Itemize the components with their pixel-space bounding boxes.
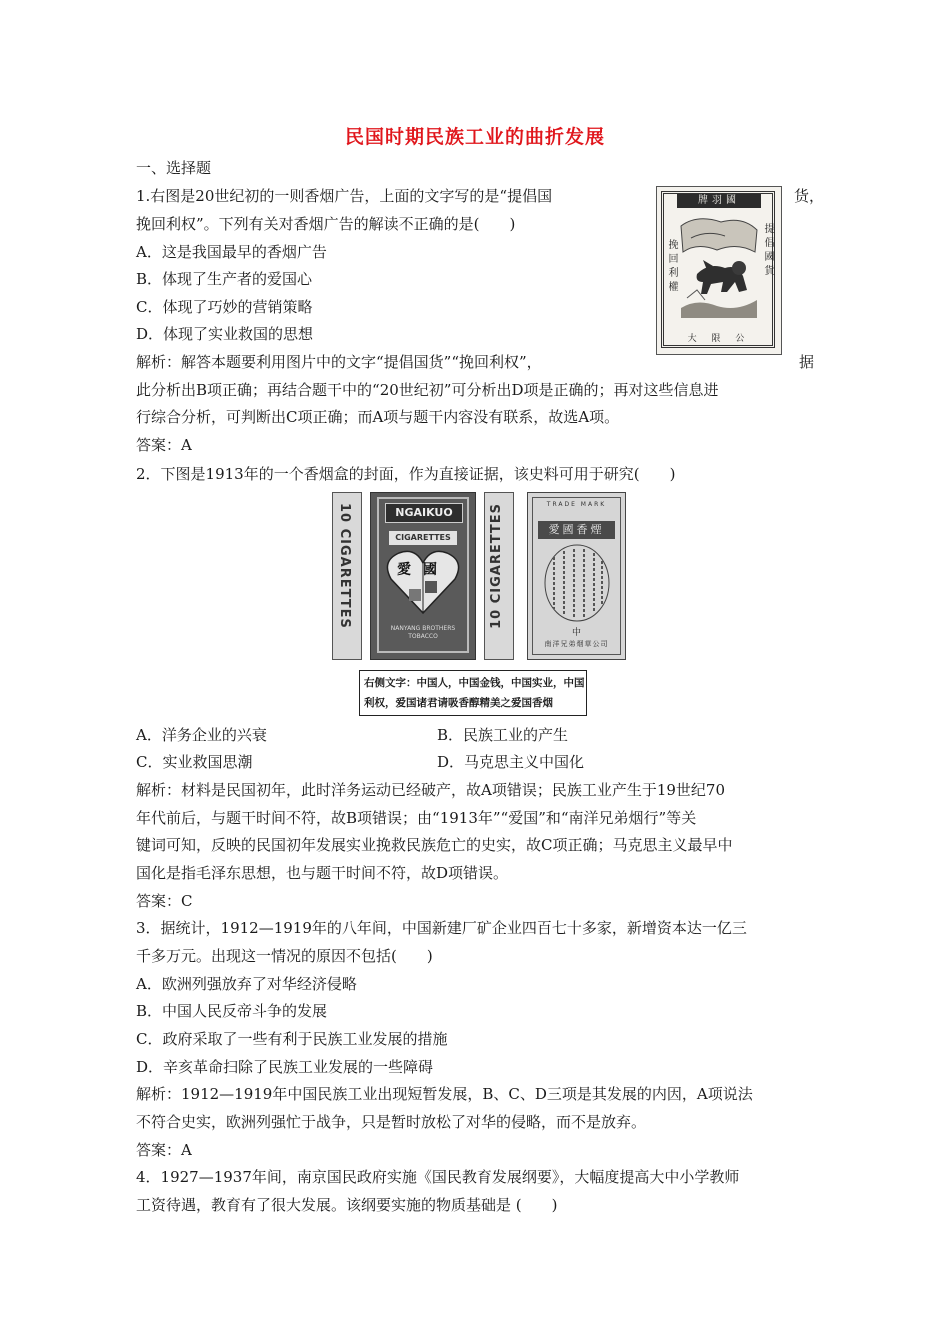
q1-analysis-line2: 此分析出B项正确；再结合题干中的“20世纪初”可分析出D项是正确的；再对这些信息进	[136, 381, 719, 399]
q1-answer: 答案：A	[136, 436, 192, 454]
section-heading: 一、选择题	[136, 159, 212, 177]
box-front-panel	[370, 492, 476, 660]
q3-analysis-line1: 解析：1912—1919年中国民族工业出现短暂发展，B、C、D三项是其发展的内因，A项说法	[136, 1085, 753, 1103]
ad-right-text: 提倡國貨	[762, 223, 773, 279]
q1-stem-line2: 挽回利权”。下列有关对香烟广告的解读不正确的是( )	[136, 215, 516, 233]
image-caption-box	[359, 670, 587, 716]
box-side-panel-right: 10 CIGARETTES	[484, 492, 514, 660]
q2-analysis-line3: 键词可知，反映的民国初年发展实业挽救民族危亡的史实，故C项正确；马克思主义最早中	[136, 836, 733, 854]
caption-line1: 右侧文字：中国人，中国金钱，中国实业，中国	[364, 677, 585, 689]
ad-left-text: 挽回利權	[666, 239, 677, 295]
heart-emblem	[385, 547, 461, 617]
q4-stem-line2: 工资待遇，教育有了很大发展。该纲要实施的物质基础是 ( )	[136, 1196, 558, 1214]
q1-option-b: B．体现了生产者的爱国心	[136, 270, 313, 288]
box-trademark: TRADE MARK	[546, 501, 607, 508]
q4-stem-line1: 4．1927—1937年间，南京国民政府实施《国民教育发展纲要》，大幅度提高大中小学教师	[136, 1168, 740, 1186]
q1-option-a: A．这是我国最早的香烟广告	[136, 243, 327, 261]
q2-option-d: D．马克思主义中国化	[437, 753, 585, 771]
box-brand: NGAIKUO	[385, 503, 463, 523]
q2-analysis-line2: 年代前后，与题干时间不符，故B项错误；由“1913年”“爱国”和“南洋兄弟烟行”等关	[136, 809, 697, 827]
q3-option-b: B．中国人民反帝斗争的发展	[136, 1002, 328, 1020]
cigarette-ad-image	[656, 186, 782, 355]
q2-analysis-line4: 国化是指毛泽东思想，也与题干时间不符，故D项错误。	[136, 864, 509, 882]
q2-option-c: C．实业救国思潮	[136, 753, 253, 771]
q1-analysis-line1: 解析：解答本题要利用图片中的文字“提倡国货”“挽回利权”， 据	[136, 353, 815, 371]
back-panel-text-block	[542, 543, 612, 623]
q3-stem-line1: 3．据统计，1912—1919年的八年间，中国新建厂矿企业四百七十多家，新增资本达一亿三	[136, 919, 747, 937]
box-back-company: 南洋兄弟烟草公司	[544, 640, 609, 648]
box-back-title: 愛國香煙	[538, 521, 615, 539]
ad-illustration	[677, 212, 761, 328]
q3-option-c: C．政府采取了一些有利于民族工业发展的措施	[136, 1030, 448, 1048]
box-back-bottom: 中	[571, 628, 581, 638]
heart-chars: 愛國	[397, 562, 449, 578]
q2-analysis-line1: 解析：材料是民国初年，此时洋务运动已经破产，故A项错误；民族工业产生于19世纪70	[136, 781, 726, 799]
ad-bottom-text: 大 限 公	[687, 334, 751, 344]
q3-option-d: D．辛亥革命扫除了民族工业发展的一些障碍	[136, 1058, 434, 1076]
box-maker: NANYANG BROTHERS TOBACCO	[390, 625, 456, 640]
ad-top-text: 牌羽國	[698, 195, 740, 206]
q1-option-d: D．体现了实业救国的思想	[136, 325, 314, 343]
q2-option-a: A．洋务企业的兴衰	[136, 726, 267, 744]
q2-stem: 2．下图是1913年的一个香烟盒的封面，作为直接证据，该史料可用于研究( )	[136, 465, 676, 483]
q3-option-a: A．欧洲列强放弃了对华经济侵略	[136, 975, 357, 993]
q2-answer: 答案：C	[136, 892, 193, 910]
q2-option-b: B．民族工业的产生	[437, 726, 569, 744]
box-back-panel	[527, 492, 626, 660]
box-cigarettes-label: CIGARETTES	[389, 531, 457, 545]
q3-stem-line2: 千多万元。出现这一情况的原因不包括( )	[136, 947, 433, 965]
q1-analysis-line3: 行综合分析，可判断出C项正确；而A项与题干内容没有联系，故选A项。	[136, 408, 620, 426]
page-title: 民国时期民族工业的曲折发展	[344, 126, 605, 148]
cigarette-box-image	[332, 490, 626, 660]
q1-stem-line1: 1.右图是20世纪初的一则香烟广告，上面的文字写的是“提倡国 货，	[136, 187, 825, 205]
box-side-panel-left: 10 CIGARETTES	[332, 492, 362, 660]
caption-line2: 利权，爱国诸君请吸香醇精美之爱国香烟	[364, 697, 553, 709]
q3-answer: 答案：A	[136, 1141, 192, 1159]
q1-option-c: C．体现了巧妙的营销策略	[136, 298, 313, 316]
q3-analysis-line2: 不符合史实，欧洲列强忙于战争，只是暂时放松了对华的侵略，而不是放弃。	[136, 1113, 647, 1131]
